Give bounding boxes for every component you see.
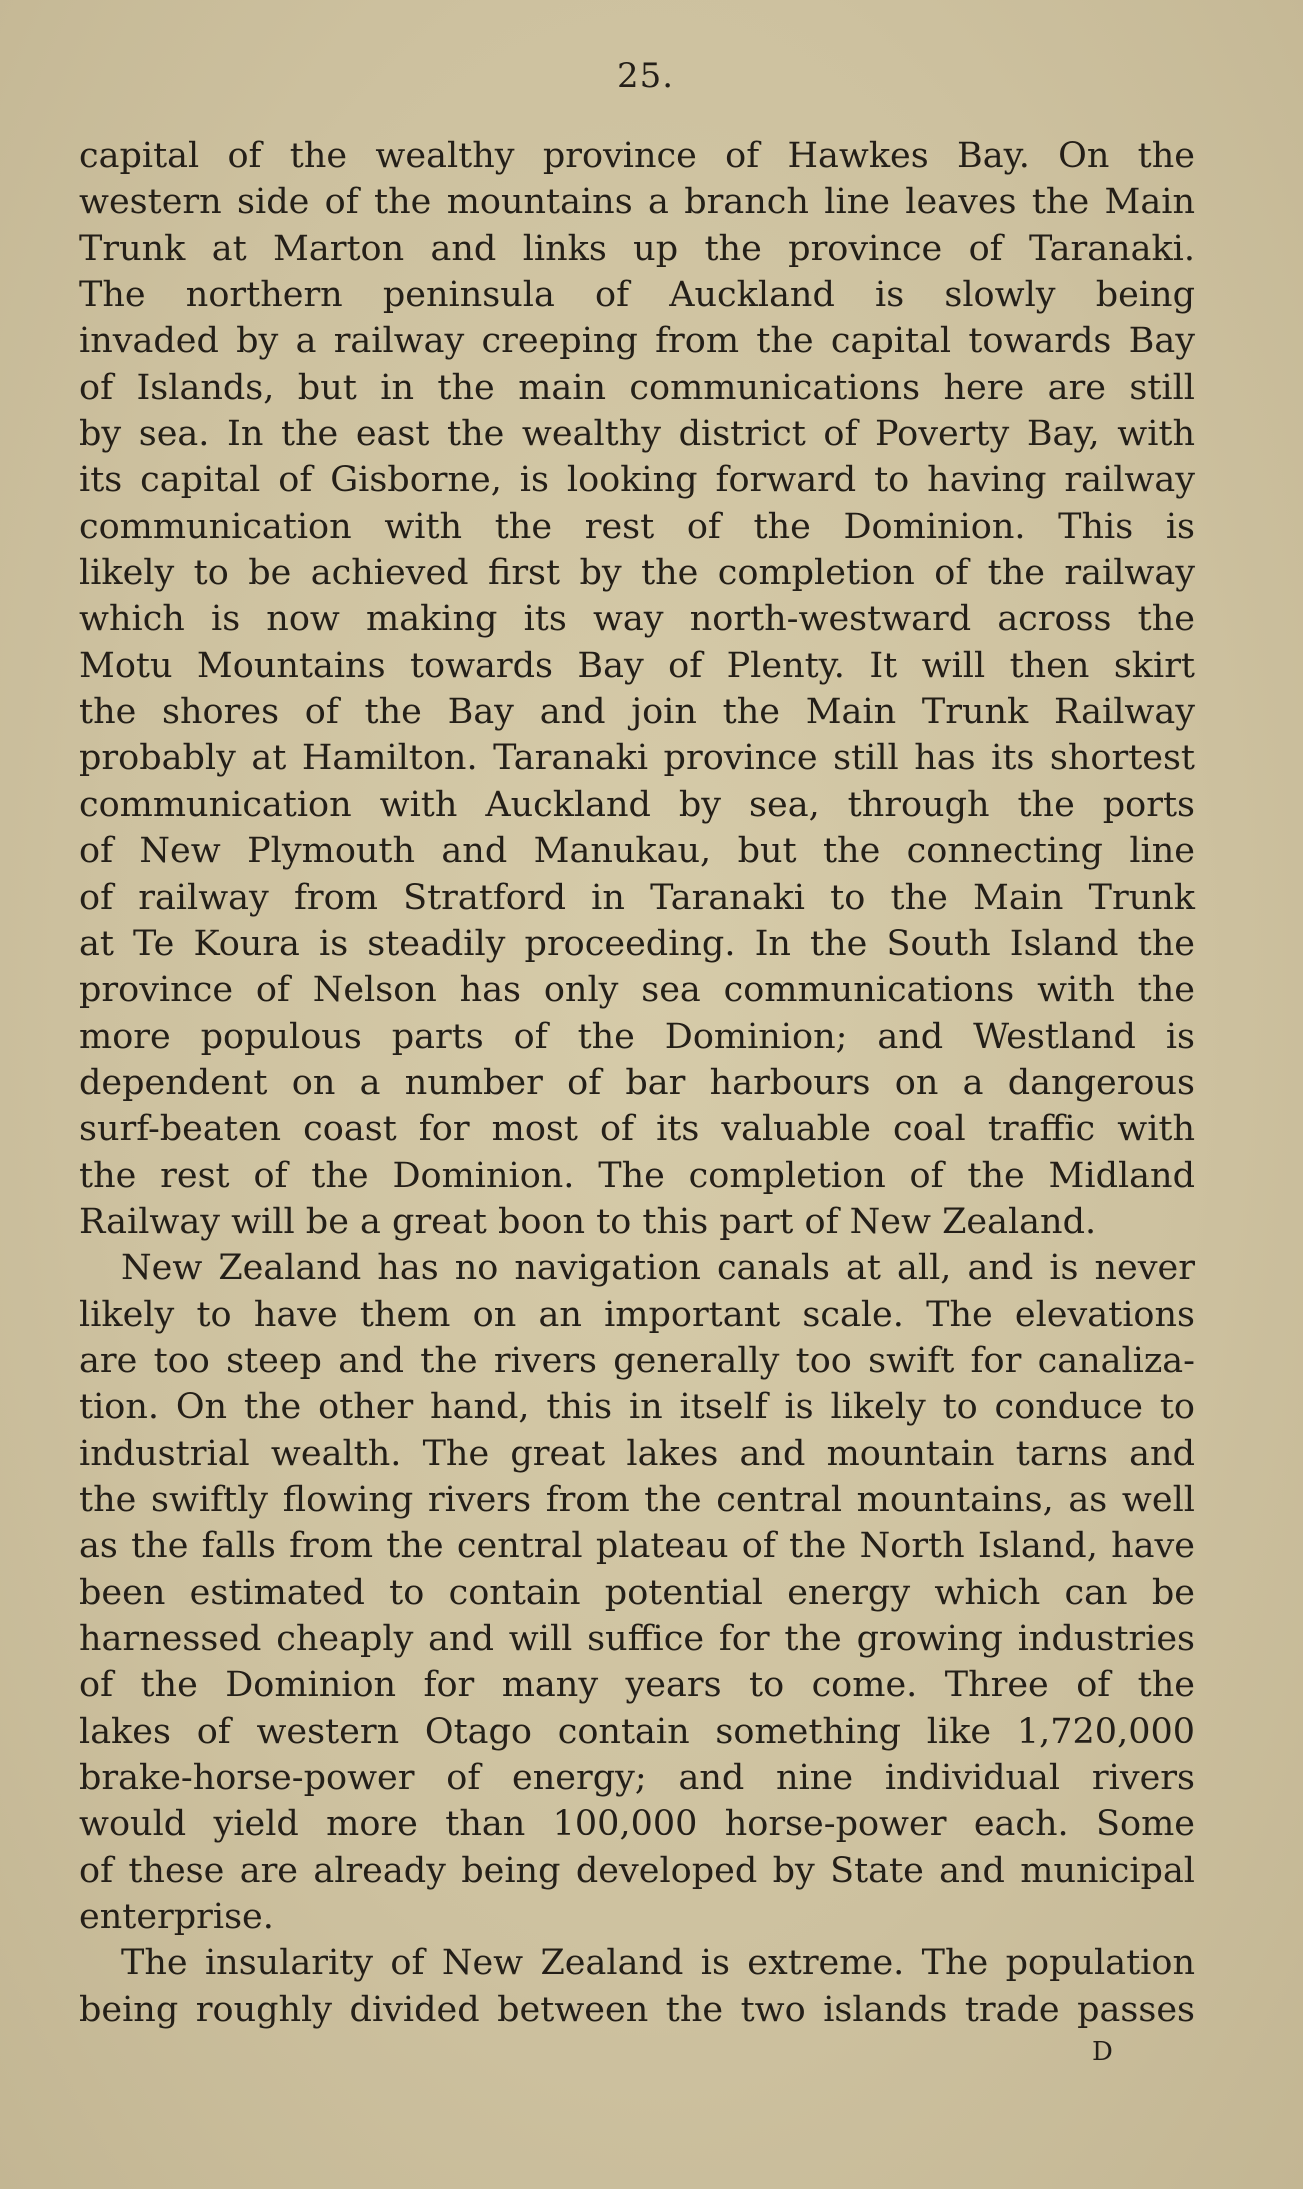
text-line: of railway from Stratford in Taranaki to the Main Trunk	[79, 877, 1195, 918]
text-line: province of Nelson has only sea communications with the	[79, 970, 1195, 1011]
text-line: industrial wealth. The great lakes and mountain tarns and	[79, 1433, 1195, 1474]
text-line: which is now making its way north-westward across the	[79, 599, 1195, 640]
page-number: 25.	[616, 56, 675, 96]
text-line: of the Dominion for many years to come. Three of the	[79, 1665, 1195, 1706]
text-line: the shores of the Bay and join the Main Trunk Railway	[79, 692, 1195, 733]
text-line: communication with the rest of the Dominion. This is	[79, 506, 1195, 547]
text-line: of Islands, but in the main communications here are still	[79, 367, 1195, 408]
paragraph-end-line: enterprise.	[79, 1897, 274, 1938]
text-line: harnessed cheaply and will suffice for the growing industries	[79, 1619, 1195, 1659]
body-text	[79, 133, 1195, 2033]
text-line: brake-horse-power of energy; and nine individual rivers	[79, 1758, 1195, 1799]
text-line: surf-beaten coast for most of its valuable coal traffic with	[79, 1109, 1195, 1150]
text-line: been estimated to contain potential energy which can be	[79, 1572, 1195, 1613]
text-line: invaded by a railway creeping from the capital towards Bay	[79, 321, 1195, 362]
text-line: are too steep and the rivers generally too swift for canaliza-	[79, 1340, 1195, 1381]
text-line: as the falls from the central plateau of the North Island, have	[79, 1526, 1195, 1567]
text-line: at Te Koura is steadily proceeding. In the South Island the	[79, 923, 1195, 964]
text-line: would yield more than 100,000 horse-power each. Some	[79, 1804, 1195, 1845]
paragraph-end-line: Railway will be a great boon to this part of New Zealand.	[79, 1201, 1097, 1242]
text-line: likely to have them on an important scale. The elevations	[79, 1294, 1195, 1335]
text-line: communication with Auckland by sea, through the ports	[79, 784, 1195, 825]
text-line: the rest of the Dominion. The completion of the Midland	[79, 1155, 1195, 1196]
paragraph-start-line: The insularity of New Zealand is extreme. The population	[121, 1943, 1195, 1984]
text-line: the swiftly flowing rivers from the central mountains, as well	[79, 1479, 1195, 1520]
text-line: The northern peninsula of Auckland is slowly being	[79, 275, 1195, 316]
text-line: Trunk at Marton and links up the province of Taranaki.	[79, 228, 1195, 269]
text-line: of these are already being developed by State and municipal	[79, 1850, 1195, 1891]
text-line: likely to be achieved first by the completion of the railway	[79, 553, 1195, 594]
text-line: probably at Hamilton. Taranaki province still has its shortest	[79, 738, 1195, 779]
text-line: Motu Mountains towards Bay of Plenty. It will then skirt	[79, 645, 1195, 686]
text-line: western side of the mountains a branch line leaves the Main	[79, 182, 1195, 223]
text-line: more populous parts of the Dominion; and Westland is	[79, 1016, 1195, 1057]
text-line: capital of the wealthy province of Hawkes Bay. On the	[79, 136, 1195, 176]
text-line: being roughly divided between the two islands trade passes	[79, 1989, 1195, 2030]
text-line: dependent on a number of bar harbours on a dangerous	[79, 1062, 1195, 1103]
text-line: of New Plymouth and Manukau, but the connecting line	[79, 831, 1195, 872]
signature-mark: D	[1092, 2037, 1114, 2067]
text-line: its capital of Gisborne, is looking forward to having railway	[79, 460, 1195, 501]
text-line: lakes of western Otago contain something like 1,720,000	[79, 1711, 1195, 1752]
text-line: tion. On the other hand, this in itself is likely to conduce to	[79, 1387, 1195, 1428]
text-line: by sea. In the east the wealthy district of Poverty Bay, with	[79, 414, 1195, 455]
paragraph-start-line: New Zealand has no navigation canals at all, and is never	[121, 1248, 1195, 1289]
